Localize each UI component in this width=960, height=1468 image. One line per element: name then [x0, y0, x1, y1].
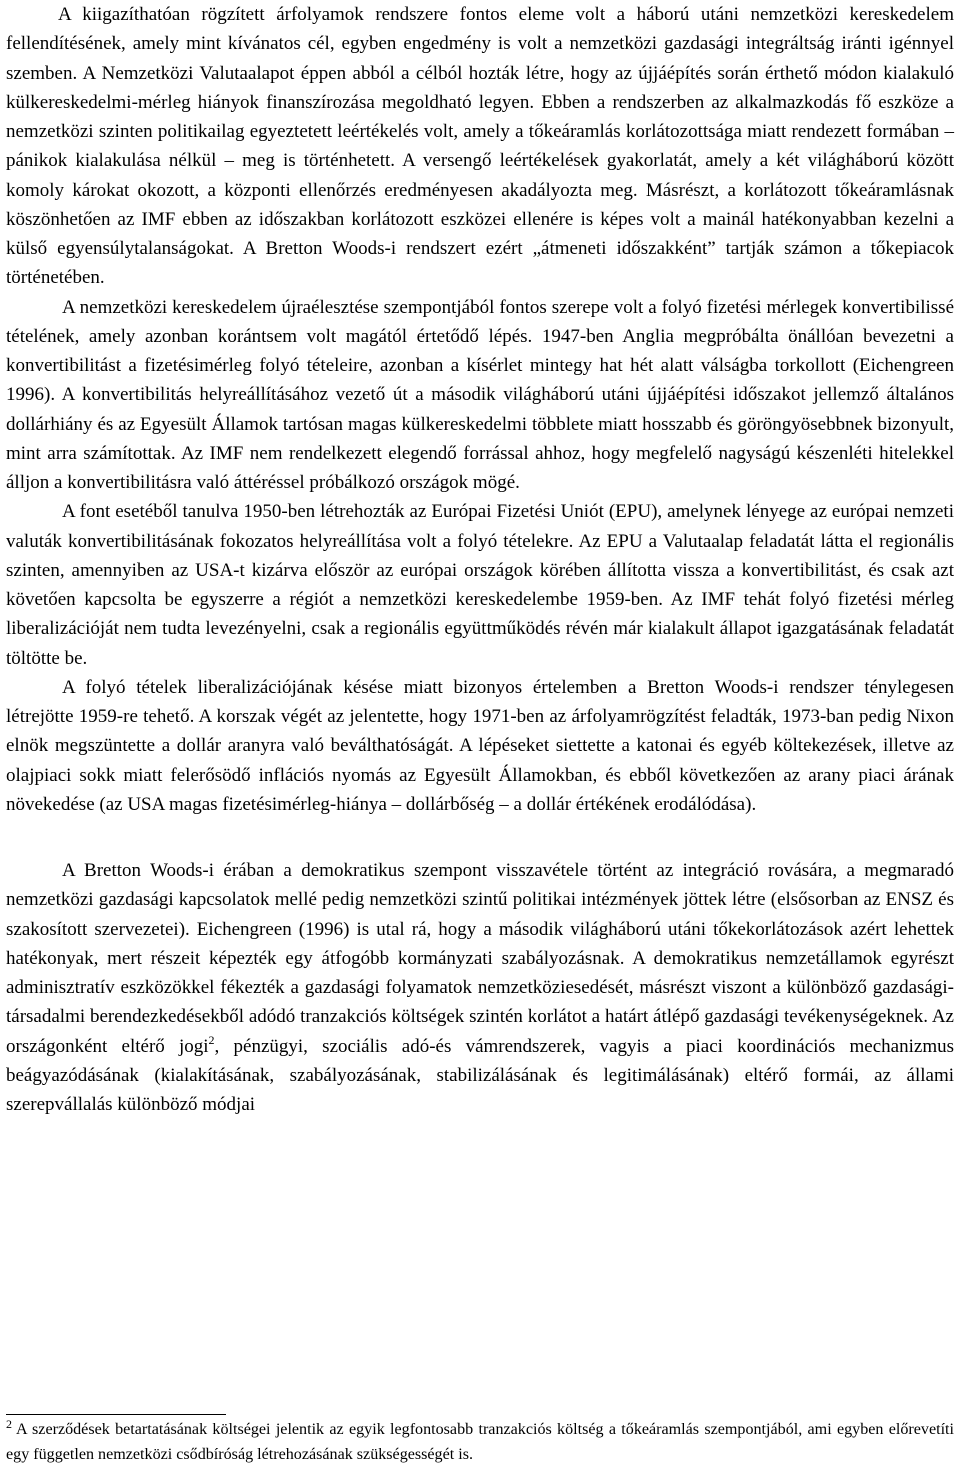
paragraph-5-text-b: , pénzügyi, szociális adó-és vámrendszerek, vagyis a piaci koordinációs mechanizmus beágyazódásának (kialakításának, szabályozásának, stabilizálásának és legitimálásának) eltérő formái, az állami szerepvállalás különböző módjai: [6, 1035, 954, 1115]
paragraph-2: A nemzetközi kereskedelem újraélesztése szempontjából fontos szerepe volt a folyó fizetési mérlegek konvertibilissé tételének, amely azonban korántsem volt magától értetődő lépés. 1947-ben Anglia megpróbálta önállóan bevezetni a konvertibilitást a fizetésimérleg folyó tételeire, azonban a kísérlet mintegy hat hét alatt válságba torkollott (Eichengreen 1996). A konvertibilitás helyreállításához vezető út a második világháború utáni újjáépítési időszakot jellemző általános dollárhiány és az Egyesült Államok tartósan magas külkereskedelmi többlete miatt hosszabb és göröngyösebbnek bizonyult, mint arra számítottak. Az IMF nem rendelkezett elegendő forrással ahhoz, hogy megfelelő nagyságú készenléti hitelekkel álljon a konvertibilitásra való áttéréssel próbálkozó országok mögé.: [6, 296, 954, 493]
footnote-ref-2: 2: [208, 1032, 215, 1047]
paragraph-gap: [6, 819, 954, 856]
paragraph-1: A kiigazíthatóan rögzített árfolyamok rendszere fontos eleme volt a háború utáni nemzetközi kereskedelem fellendítésének, amely mint kívánatos cél, egyben engedmény is volt a nemzetközi gazdasági integráltság iránti igénnyel szemben. A Nemzetközi Valutaalapot éppen abból a célból hozták létre, hogy az újjáépítés során érthető módon kialakuló külkereskedelmi-mérleg hiányok finanszírozása megoldható legyen. Ebben a rendszerben az alkalmazkodás fő eszköze a nemzetközi szinten politikailag egyeztetett leértékelés volt, amely a tőkeáramlás korlátozottsága miatt rendezett formában – pánikok kialakulása nélkül – meg is történhetett. A versengő leértékelések gyakorlatát, amely a két világháború között komoly károkat okozott, a központi ellenőrzés eredményesen akadályozta meg. Másrészt, a korlátozott tőkeáramlásnak köszönhetően az IMF ebben az időszakban korlátozott eszközei ellenére is képes volt a mainál hatékonyabban kezelni a külső egyensúlytalanságokat. A Bretton Woods-i rendszert ezért „átmeneti időszakként” tartják számon a tőkepiacok történetében.: [6, 4, 954, 289]
paragraph-4: A folyó tételek liberalizációjának késése miatt bizonyos értelemben a Bretton Woods-i rendszer ténylegesen létrejötte 1959-re tehető. A korszak végét az jelentette, hogy 1971-ben az árfolyamrögzítést feladták, 1973-ban pedig Nixon elnök megszüntette a dollár aranyra való beválthatóságát. A lépéseket siettette a katonai és egyéb költekezések, illetve az olajpiaci sokk miatt felerősödő inflációs nyomás az Egyesült Államokban, és ebből következően az arany piaci árának növekedése (az USA magas fizetésimérleg-hiánya – dollárbőség – a dollár értékének erodálódása).: [6, 676, 954, 815]
document-page: [6, 0, 954, 1119]
footnote-text: A szerződések betartatásának költségei jelentik az egyik legfontosabb tranzakciós költség a tőkeáramlás szempontjából, ami egyben előrevetíti egy független nemzetközi csődbíróság létrehozásának szükségességét is.: [6, 1421, 954, 1463]
paragraph-5: [6, 856, 954, 1119]
paragraph-3: A font esetéből tanulva 1950-ben létrehozták az Európai Fizetési Uniót (EPU), amelynek lényege az európai nemzeti valuták konvertibilitásának fokozatos helyreállítása volt a folyó tételekre. Az EPU a Valutaalap feladatát látta el regionális szinten, amennyiben az USA-t kizárva először az európai országok körében állította vissza a konvertibilitást, és csak azt követően kapcsolta be egyszerre a régiót a nemzetközi kereskedelembe 1959-ben. Az IMF tehát folyó fizetési mérleg liberalizációját nem tudta levezényelni, csak a regionális együttműködés révén már kialakult állapot igazgatásának feladatát töltötte be.: [6, 501, 954, 669]
footnote-number: 2: [6, 1417, 12, 1431]
paragraph-5-text-a: A Bretton Woods-i érában a demokratikus szempont visszavétele történt az integráció rovására, a megmaradó nemzetközi gazdasági kapcsolatok mellé pedig nemzetközi szintű politikai intézmények jöttek létre (elsősorban az ENSZ és szakosított szervezetei). Eichengreen (1996) is utal rá, hogy a második világháború utáni tőkekorlátozások azért lehettek hatékonyak, mert részeit képezték egy átfogóbb kormányzati szabályozásnak. A demokratikus nemzetállamok egyrészt adminisztratív eszközökkel fékezték a gazdasági folyamatok nemzetköziesedését, másrészt viszont a különböző gazdasági-társadalmi berendezkedésekből adódó tranzakciós költségek szintén korlátot a határt átlépő gazdasági tevékenységeknek. Az országonként eltérő jogi: [6, 860, 954, 1057]
footnote: [6, 1418, 954, 1467]
footnote-divider: [6, 1414, 226, 1415]
